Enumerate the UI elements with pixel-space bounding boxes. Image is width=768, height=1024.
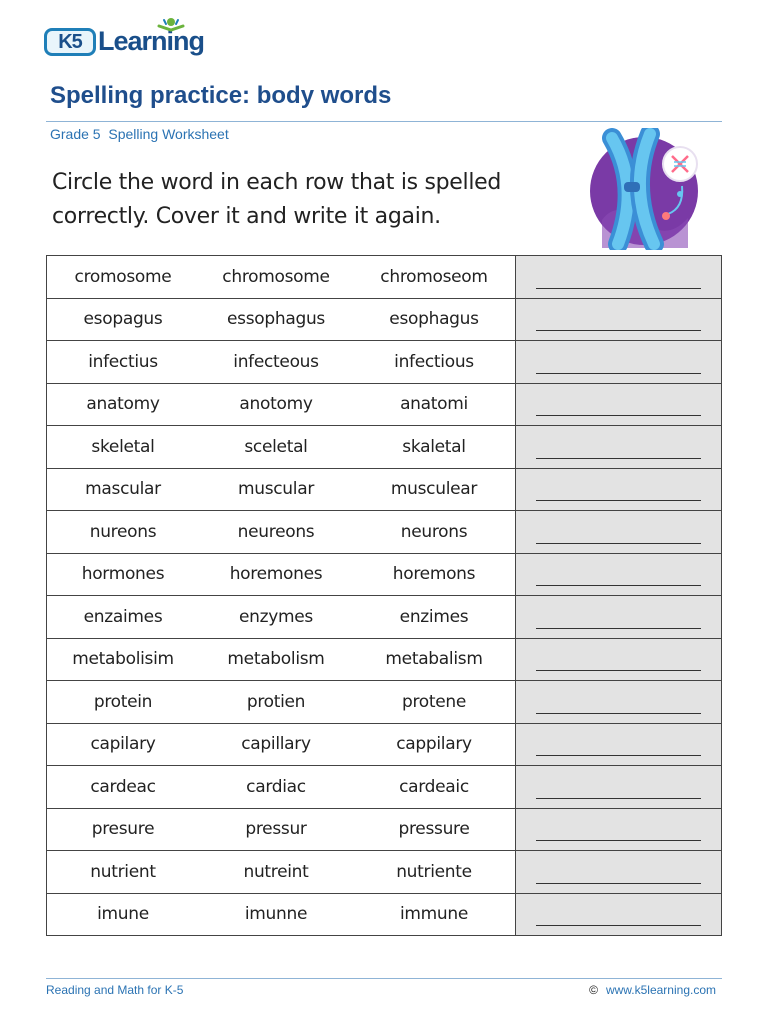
footer-website [589, 983, 716, 997]
answer-cell[interactable] [516, 638, 722, 681]
answer-cell[interactable] [516, 426, 722, 469]
table-row [47, 341, 722, 384]
table-row [47, 808, 722, 851]
answer-cell[interactable] [516, 893, 722, 936]
logo-k5-mark: K5 [44, 28, 96, 56]
answer-cell[interactable] [516, 723, 722, 766]
word-option[interactable]: enzimes [353, 596, 516, 639]
answer-cell[interactable] [516, 383, 722, 426]
answer-line [536, 670, 701, 671]
word-option[interactable]: metabalism [353, 638, 516, 681]
answer-cell[interactable] [516, 766, 722, 809]
word-option[interactable]: mascular [47, 468, 200, 511]
answer-cell[interactable] [516, 468, 722, 511]
table-row [47, 766, 722, 809]
answer-line [536, 755, 701, 756]
word-option[interactable]: capillary [199, 723, 353, 766]
k5-learning-logo [44, 16, 214, 58]
spelling-table [46, 255, 722, 936]
word-option[interactable]: protene [353, 681, 516, 724]
word-option[interactable]: musculear [353, 468, 516, 511]
word-option[interactable]: metabolism [199, 638, 353, 681]
word-option[interactable]: esophagus [353, 298, 516, 341]
word-option[interactable]: enzymes [199, 596, 353, 639]
word-option[interactable]: nureons [47, 511, 200, 554]
word-option[interactable]: horemones [199, 553, 353, 596]
word-option[interactable]: infectius [47, 341, 200, 384]
word-option[interactable]: cappilary [353, 723, 516, 766]
word-option[interactable]: esopagus [47, 298, 200, 341]
table-row [47, 723, 722, 766]
table-row [47, 426, 722, 469]
answer-line [536, 585, 701, 586]
word-option[interactable]: cromosome [47, 256, 200, 299]
word-option[interactable]: cardiac [199, 766, 353, 809]
word-option[interactable]: hormones [47, 553, 200, 596]
copyright-symbol: © [589, 983, 598, 997]
word-option[interactable]: nutreint [199, 851, 353, 894]
table-row [47, 553, 722, 596]
word-option[interactable]: cardeaic [353, 766, 516, 809]
word-option[interactable]: anatomi [353, 383, 516, 426]
worksheet-subtitle: Grade 5 Spelling Worksheet [50, 126, 229, 142]
instructions: Circle the word in each row that is spelled correctly. Cover it and write it again. [52, 170, 502, 229]
answer-line [536, 628, 701, 629]
word-option[interactable]: infecteous [199, 341, 353, 384]
logo-wordmark: Learning [98, 26, 205, 56]
word-option[interactable]: horemons [353, 553, 516, 596]
table-row [47, 256, 722, 299]
logo-figure-icon [156, 16, 186, 38]
word-option[interactable]: nutrient [47, 851, 200, 894]
answer-line [536, 925, 701, 926]
table-row [47, 893, 722, 936]
answer-line [536, 330, 701, 331]
answer-cell[interactable] [516, 256, 722, 299]
table-row [47, 638, 722, 681]
table-row [47, 851, 722, 894]
word-option[interactable]: capilary [47, 723, 200, 766]
table-row [47, 511, 722, 554]
word-option[interactable]: anatomy [47, 383, 200, 426]
table-row [47, 596, 722, 639]
word-option[interactable]: essophagus [199, 298, 353, 341]
word-option[interactable]: anotomy [199, 383, 353, 426]
word-option[interactable]: metabolisim [47, 638, 200, 681]
answer-line [536, 840, 701, 841]
answer-cell[interactable] [516, 511, 722, 554]
answer-line [536, 713, 701, 714]
table-row [47, 468, 722, 511]
answer-cell[interactable] [516, 681, 722, 724]
word-option[interactable]: pressur [199, 808, 353, 851]
word-option[interactable]: imunne [199, 893, 353, 936]
answer-line [536, 798, 701, 799]
word-option[interactable]: sceletal [199, 426, 353, 469]
word-option[interactable]: neurons [353, 511, 516, 554]
answer-line [536, 543, 701, 544]
word-option[interactable]: pressure [353, 808, 516, 851]
answer-cell[interactable] [516, 341, 722, 384]
answer-cell[interactable] [516, 808, 722, 851]
footer-tagline: Reading and Math for K-5 [46, 983, 184, 997]
chromosome-illustration [588, 128, 700, 250]
word-option[interactable]: nutriente [353, 851, 516, 894]
answer-line [536, 415, 701, 416]
header-divider [46, 121, 722, 122]
table-row [47, 681, 722, 724]
word-option[interactable]: infectious [353, 341, 516, 384]
word-option[interactable]: protein [47, 681, 200, 724]
word-option[interactable]: chromoseom [353, 256, 516, 299]
answer-line [536, 883, 701, 884]
answer-line [536, 373, 701, 374]
table-row [47, 298, 722, 341]
answer-line [536, 500, 701, 501]
word-option[interactable]: chromosome [199, 256, 353, 299]
word-option[interactable]: immune [353, 893, 516, 936]
table-row [47, 383, 722, 426]
answer-line [536, 288, 701, 289]
answer-cell[interactable] [516, 596, 722, 639]
website-link[interactable]: www.k5learning.com [605, 983, 716, 997]
footer-divider [46, 978, 722, 979]
word-option[interactable]: presure [47, 808, 200, 851]
word-option[interactable]: skaletal [353, 426, 516, 469]
answer-cell[interactable] [516, 553, 722, 596]
word-option[interactable]: enzaimes [47, 596, 200, 639]
answer-line [536, 458, 701, 459]
word-option[interactable]: cardeac [47, 766, 200, 809]
word-option[interactable]: muscular [199, 468, 353, 511]
word-option[interactable]: imune [47, 893, 200, 936]
answer-cell[interactable] [516, 851, 722, 894]
word-option[interactable]: protien [199, 681, 353, 724]
word-option[interactable]: skeletal [47, 426, 200, 469]
answer-cell[interactable] [516, 298, 722, 341]
word-option[interactable]: neureons [199, 511, 353, 554]
dna-icon [663, 147, 697, 181]
page-title: Spelling practice: body words [50, 82, 392, 109]
